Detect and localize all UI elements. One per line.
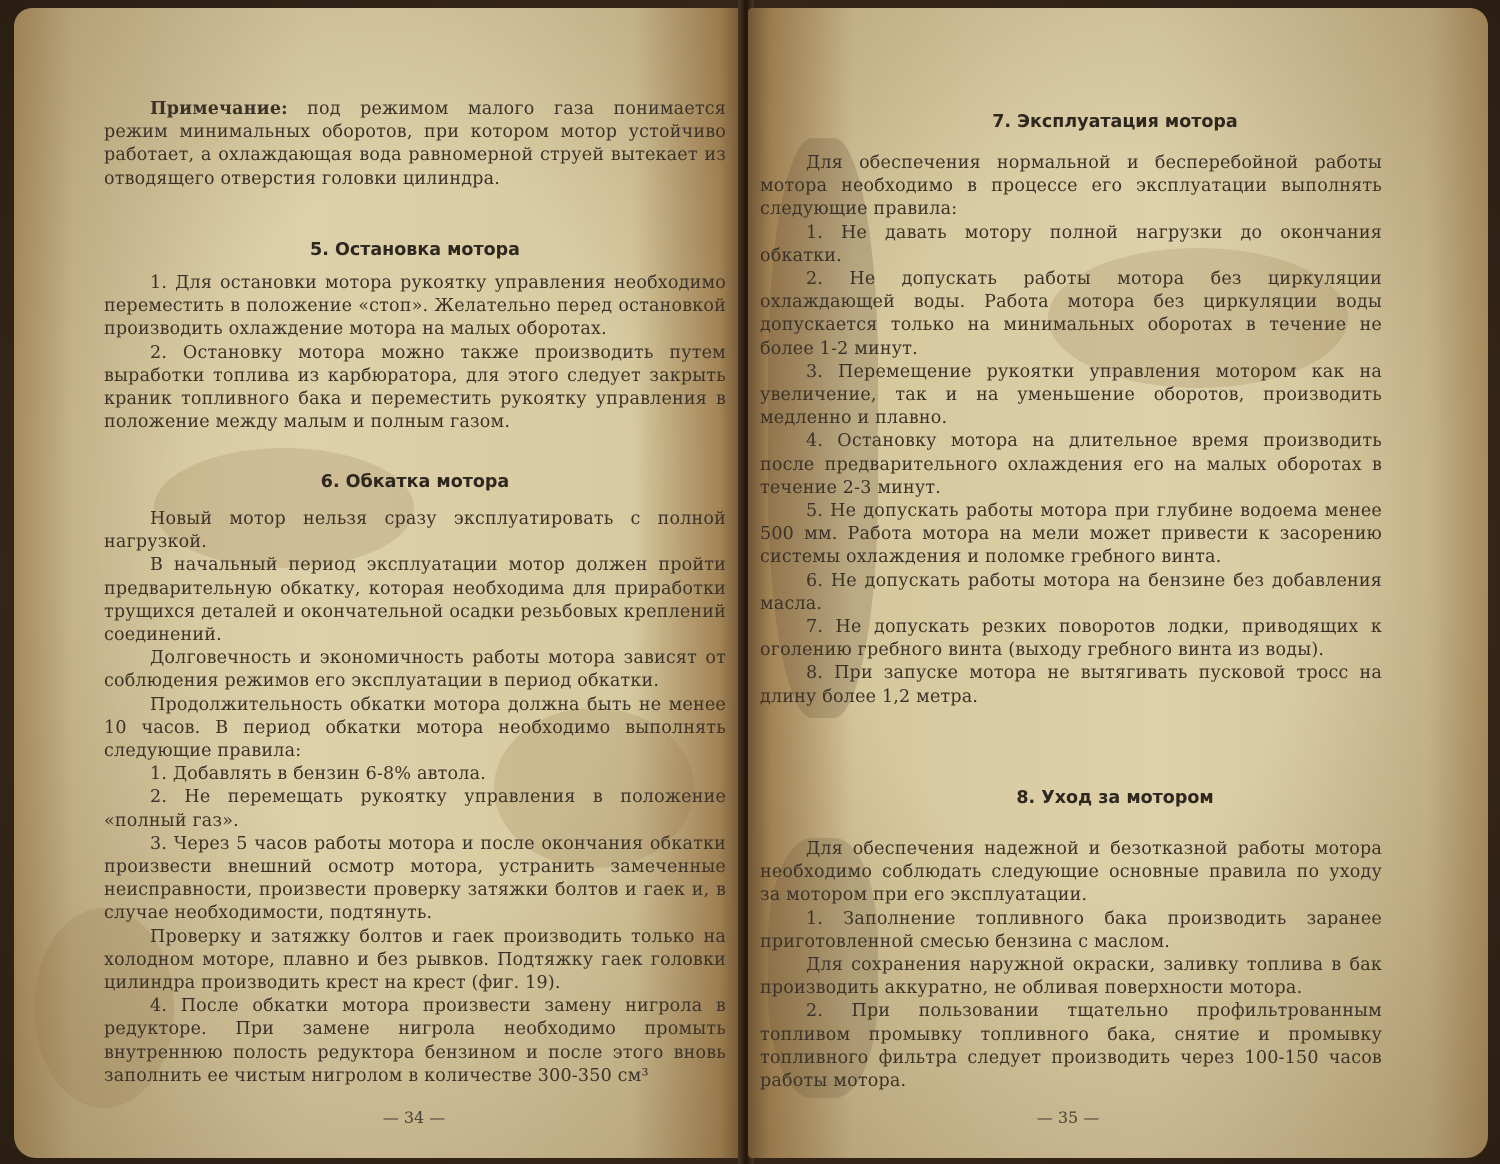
section-8-body bbox=[760, 838, 1382, 1093]
paragraph: 3. Перемещение рукоятки управления мотором как на увеличение, так и на уменьшение оборотов, производить медленно и плавно. bbox=[760, 361, 1382, 429]
paragraph: 8. При запуске мотора не вытягивать пусковой тросс на длину более 1,2 метра. bbox=[760, 663, 1382, 707]
paragraph: Новый мотор нельзя сразу эксплуатировать с полной нагрузкой. bbox=[104, 509, 726, 553]
paragraph: 7. Не допускать резких поворотов лодки, приводящих к оголению гребного винта (выходу гребного винта из воды). bbox=[760, 617, 1382, 661]
paragraph: Долговечность и экономичность работы мотора зависят от соблюдения режимов его эксплуатации в период обкатки. bbox=[104, 648, 726, 692]
page-number-left: — 34 — bbox=[382, 1108, 446, 1127]
paragraph: 2. При пользовании тщательно профильтрованным топливом промывку топливного бака, снятие и промывку топливного фильтра следует производить через 100-150 часов работы мотора. bbox=[760, 1001, 1382, 1092]
paragraph: 1. Для остановки мотора рукоятку управления необходимо переместить в положение «стоп». Желательно перед остановкой производить охлаждение мотора на малых оборотах. bbox=[104, 273, 726, 340]
paragraph: 2. Не перемещать рукоятку управления в положение «полный газ». bbox=[104, 787, 726, 831]
note-label: Примечание: bbox=[150, 99, 288, 119]
paragraph: 4. Остановку мотора на длительное время производить после предварительного охлаждения его на малых оборотах в течение 2-3 минут. bbox=[760, 431, 1382, 498]
paragraph: Продолжительность обкатки мотора должна быть не менее 10 часов. В период обкатки мотора необходимо выполнять следующие правила: bbox=[104, 694, 726, 762]
section-7-body bbox=[760, 152, 1382, 709]
paragraph: 1. Заполнение топливного бака производить заранее приготовленной смесью бензина с маслом. bbox=[760, 908, 1382, 952]
right-page bbox=[748, 8, 1488, 1158]
paragraph: 5. Не допускать работы мотора при глубине водоема менее 500 мм. Работа мотора на мели может привести к засорению системы охлаждения и поломке гребного винта. bbox=[760, 501, 1382, 568]
page-number-right: — 35 — bbox=[1036, 1108, 1100, 1127]
section-6-title: 6. Обкатка мотора bbox=[320, 472, 510, 492]
left-page bbox=[14, 8, 742, 1158]
note-paragraph bbox=[104, 98, 726, 191]
paragraph: Для обеспечения нормальной и бесперебойной работы мотора необходимо в процессе его эксплуатации выполнять следующие правила: bbox=[760, 153, 1382, 220]
paragraph: 4. После обкатки мотора произвести замену нигрола в редукторе. При замене нигрола необходимо промыть внутреннюю полость редуктора бензином и после этого вновь заполнить ее чистым нигролом в количестве 300-350 см³ bbox=[104, 996, 726, 1086]
paragraph: Проверку и затяжку болтов и гаек производить только на холодном моторе, плавно и без рывков. Подтяжку гаек головки цилиндра производить крест на крест (фиг. 19). bbox=[104, 926, 726, 994]
section-8-title: 8. Уход за мотором bbox=[1016, 788, 1214, 808]
paragraph: Для сохранения наружной окраски, заливку топлива в бак производить аккуратно, не обливая поверхности мотора. bbox=[760, 955, 1382, 999]
paragraph: 6. Не допускать работы мотора на бензине без добавления масла. bbox=[760, 570, 1382, 614]
section-7-title: 7. Эксплуатация мотора bbox=[992, 112, 1238, 132]
paragraph: 1. Не давать мотору полной нагрузки до окончания обкатки. bbox=[760, 222, 1382, 266]
section-5-title: 5. Остановка мотора bbox=[310, 240, 520, 260]
paragraph: 2. Остановку мотора можно также производить путем выработки топлива из карбюратора, для этого следует закрыть краник топливного бака и переместить рукоятку управления в положение между малым и полным газом. bbox=[104, 342, 726, 433]
paragraph: 3. Через 5 часов работы мотора и после окончания обкатки произвести внешний осмотр мотора, устранить замеченные неисправности, произвести проверку затяжки болтов и гаек и, в случае необходимости, подтянуть. bbox=[104, 833, 726, 924]
section-5-body bbox=[104, 272, 726, 434]
paragraph: 2. Не допускать работы мотора без циркуляции охлаждающей воды. Работа мотора без циркуляции воды допускается только на минимальных оборотах в течение не более 1-2 минут. bbox=[760, 269, 1382, 359]
paragraph: Для обеспечения надежной и безотказной работы мотора необходимо соблюдать следующие основные правила по уходу за мотором при его эксплуатации. bbox=[760, 839, 1382, 906]
note-text: под режимом малого газа понимается режим минимальных оборотов, при котором мотор устойчиво работает, а охлаждающая вода равномерной струей вытекает из отводящего отверстия головки цилиндра. bbox=[104, 99, 726, 189]
paragraph: В начальный период эксплуатации мотор должен пройти предварительную обкатку, которая необходима для приработки трущихся деталей и окончательной осадки резьбовых креплений соединений. bbox=[104, 555, 726, 646]
section-6-body bbox=[104, 508, 726, 1088]
paragraph: 1. Добавлять в бензин 6-8% автола. bbox=[150, 764, 486, 785]
